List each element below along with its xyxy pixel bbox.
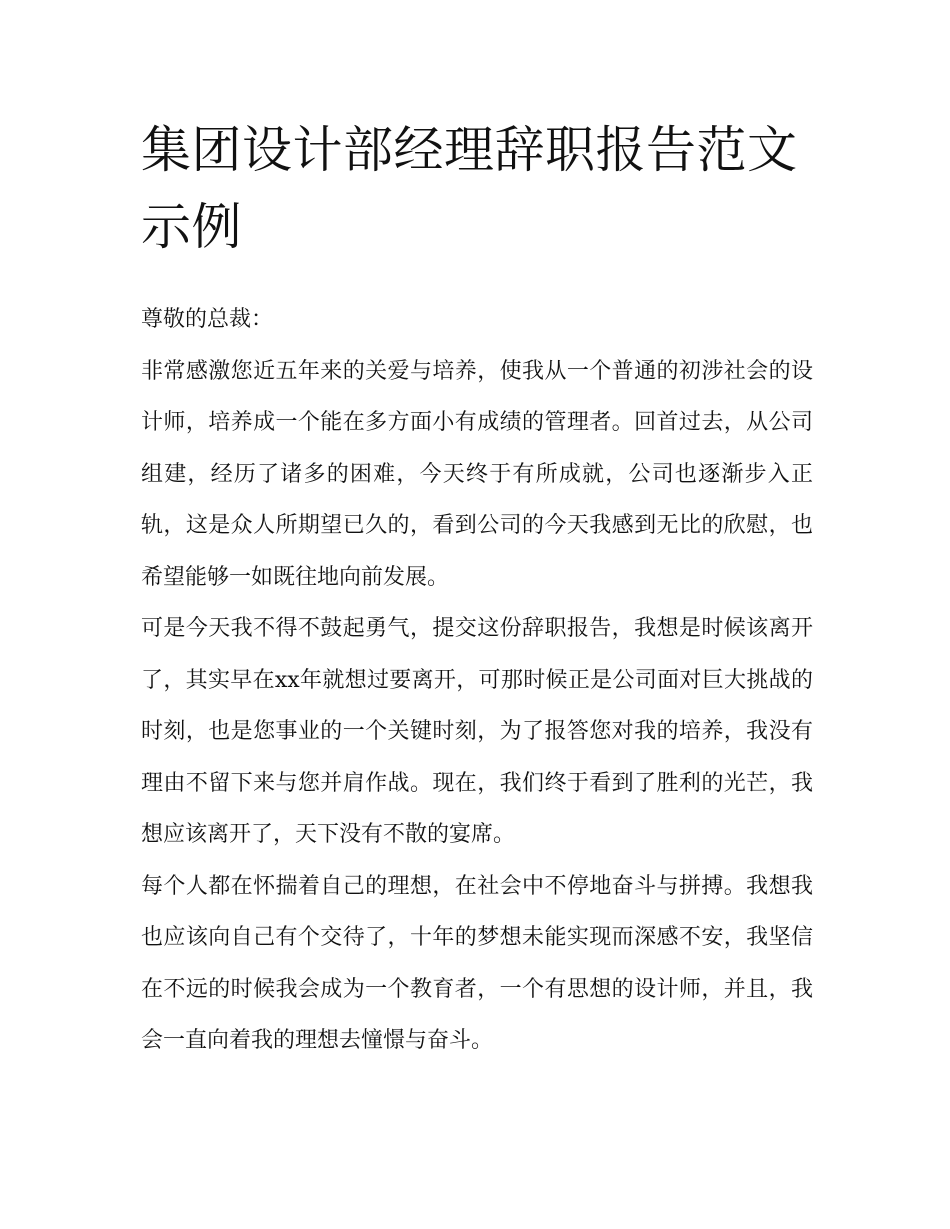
document-title: 集团设计部经理辞职报告范文示例 <box>141 121 798 256</box>
salutation: 尊敬的总裁： <box>141 307 274 332</box>
paragraph-1: 非常感激您近五年来的关爱与培养，使我从一个普通的初涉社会的设计师，培养成一个能在多方面小有成绩的管理者。回首过去，从公司组建，经历了诸多的困难，今天终于有所成就，公司也逐渐步入正轨，这是众人所期望已久的，看到公司的今天我感到无比的欣慰，也希望能够一如既往地向前发展。 <box>141 358 813 590</box>
paragraph-2: 可是今天我不得不鼓起勇气，提交这份辞职报告，我想是时候该离开了，其实早在xx年就想过要离开，可那时候正是公司面对巨大挑战的时刻，也是您事业的一个关键时刻，为了报答您对我的培养，我没有理由不留下来与您并肩作战。现在，我们终于看到了胜利的光芒，我想应该离开了，天下没有不散的宴席。 <box>141 616 813 847</box>
document-body <box>141 294 813 1067</box>
paragraph-3: 每个人都在怀揣着自己的理想，在社会中不停地奋斗与拼搏。我想我也应该向自己有个交待了，十年的梦想未能实现而深感不安，我坚信在不远的时候我会成为一个教育者，一个有思想的设计师，并且，我会一直向着我的理想去憧憬与奋斗。 <box>141 873 813 1053</box>
document-content <box>141 112 813 1067</box>
